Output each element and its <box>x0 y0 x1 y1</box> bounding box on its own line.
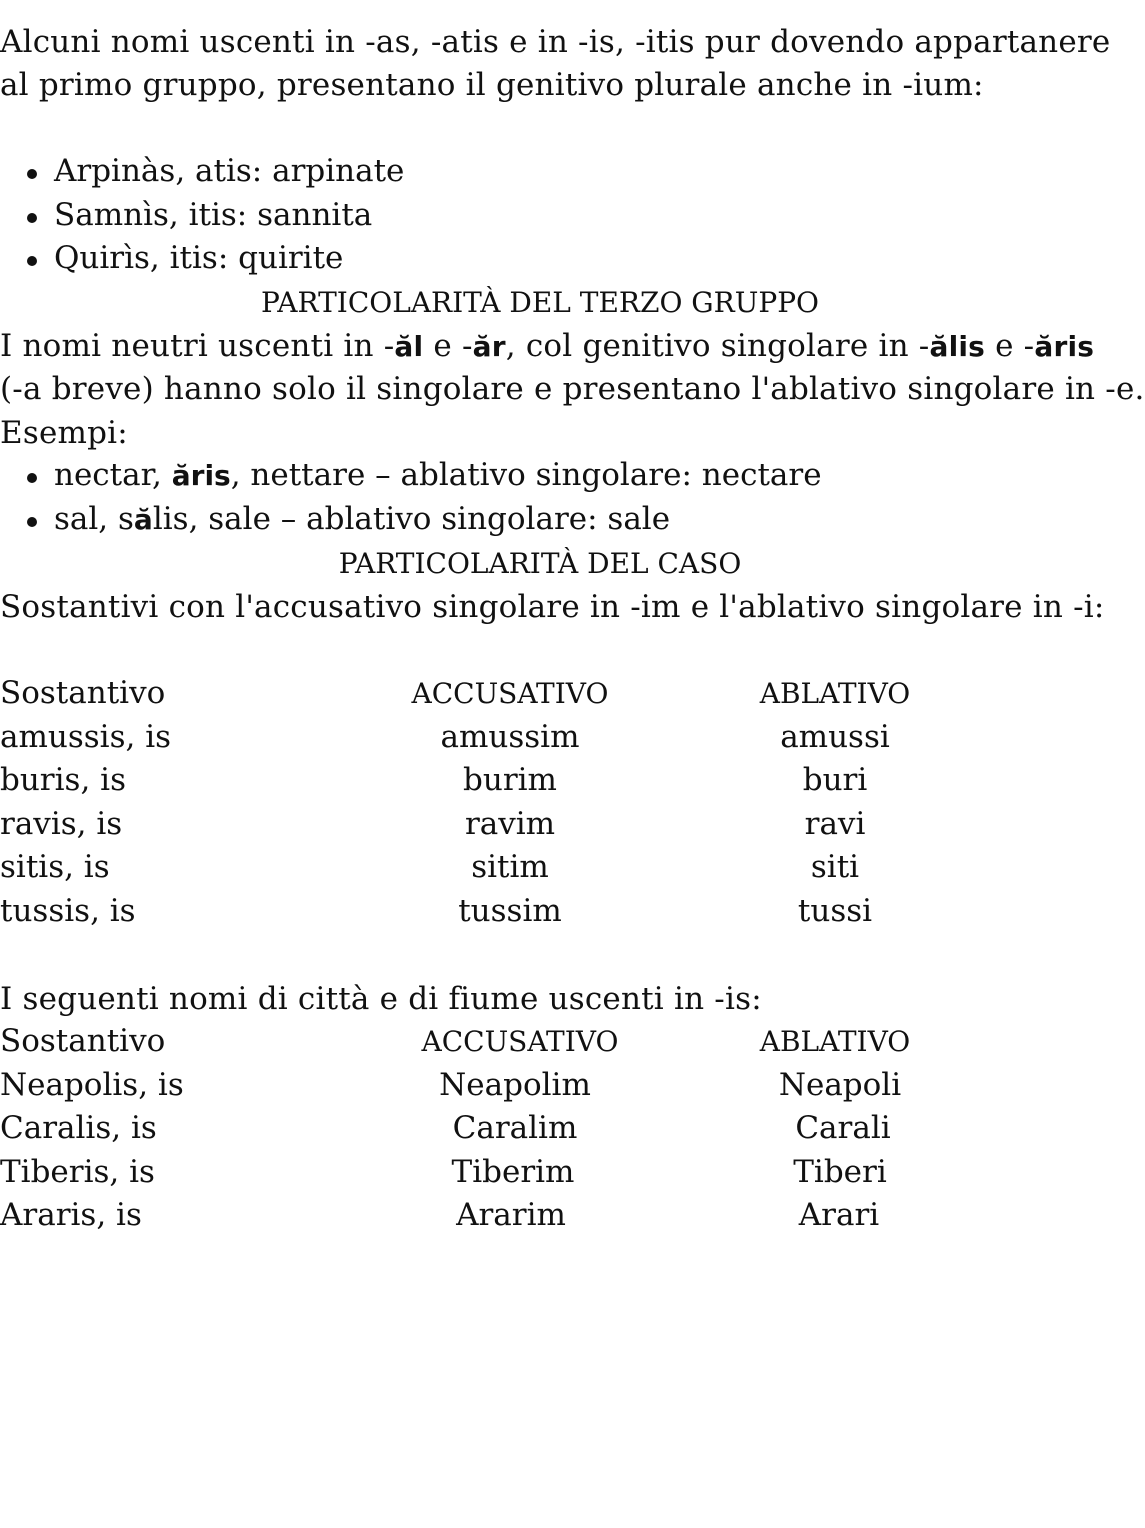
column-header-accusativo: ACCUSATIVO <box>411 677 609 710</box>
table-row: amussis, is amussim amussi <box>0 718 890 755</box>
section1-line-3: Esempi: <box>0 415 128 451</box>
section3-text: I seguenti nomi di città e di fiume uscenti in -is: <box>0 981 762 1017</box>
table-row: buris, is burim buri <box>0 762 868 799</box>
intro-line-1: Alcuni nomi uscenti in -as, -atis e in -is, -itis pur dovendo appartanere <box>0 24 1111 60</box>
list-item: sal, sălis, sale – ablativo singolare: sale <box>0 498 822 542</box>
table-row: sitis, is sitim siti <box>0 849 860 886</box>
table-row: Caralis, is Caralim Carali <box>0 1110 891 1147</box>
examples-list-1 <box>0 150 404 281</box>
table-row: Tiberis, is Tiberim Tiberi <box>0 1153 887 1190</box>
list-item: nectar, ăris, nettare – ablativo singolare: nectare <box>0 454 822 498</box>
table-header-row <box>0 1020 1080 1064</box>
table-row: ravis, is ravim ravi <box>0 805 866 842</box>
list-item: Arpinàs, atis: arpinate <box>0 150 404 194</box>
table-row: Neapolis, is Neapolim Neapoli <box>0 1066 902 1103</box>
section1-line-2: (-a breve) hanno solo il singolare e presentano l'ablativo singolare in -e. <box>0 371 1145 407</box>
examples-list-2 <box>0 454 822 541</box>
section-title-caso: PARTICOLARITÀ DEL CASO <box>338 547 742 580</box>
list-item: Samnìs, itis: sannita <box>0 194 404 238</box>
table-header-row <box>0 672 1080 716</box>
section-title-terzo-gruppo: PARTICOLARITÀ DEL TERZO GRUPPO <box>261 286 819 319</box>
column-header-ablativo: ABLATIVO <box>759 1025 911 1058</box>
column-header-sostantivo: Sostantivo <box>0 675 166 711</box>
intro-line-2: al primo gruppo, presentano il genitivo plurale anche in -ium: <box>0 67 984 103</box>
table-row: tussis, is tussim tussi <box>0 892 873 929</box>
column-header-sostantivo: Sostantivo <box>0 1023 166 1059</box>
section2-text: Sostantivi con l'accusativo singolare in -im e l'ablativo singolare in -i: <box>0 589 1105 625</box>
table-citta-fiumi <box>0 1020 1080 1238</box>
table-row: Araris, is Ararim Arari <box>0 1197 880 1234</box>
table-accusativo-ablativo <box>0 672 1080 934</box>
section1-line-1: I nomi neutri uscenti in -ăl e -ăr, col genitivo singolare in -ălis e -ăris <box>0 328 1095 364</box>
list-item: Quirìs, itis: quirite <box>0 237 404 281</box>
column-header-ablativo: ABLATIVO <box>759 677 911 710</box>
column-header-accusativo: ACCUSATIVO <box>421 1025 619 1058</box>
